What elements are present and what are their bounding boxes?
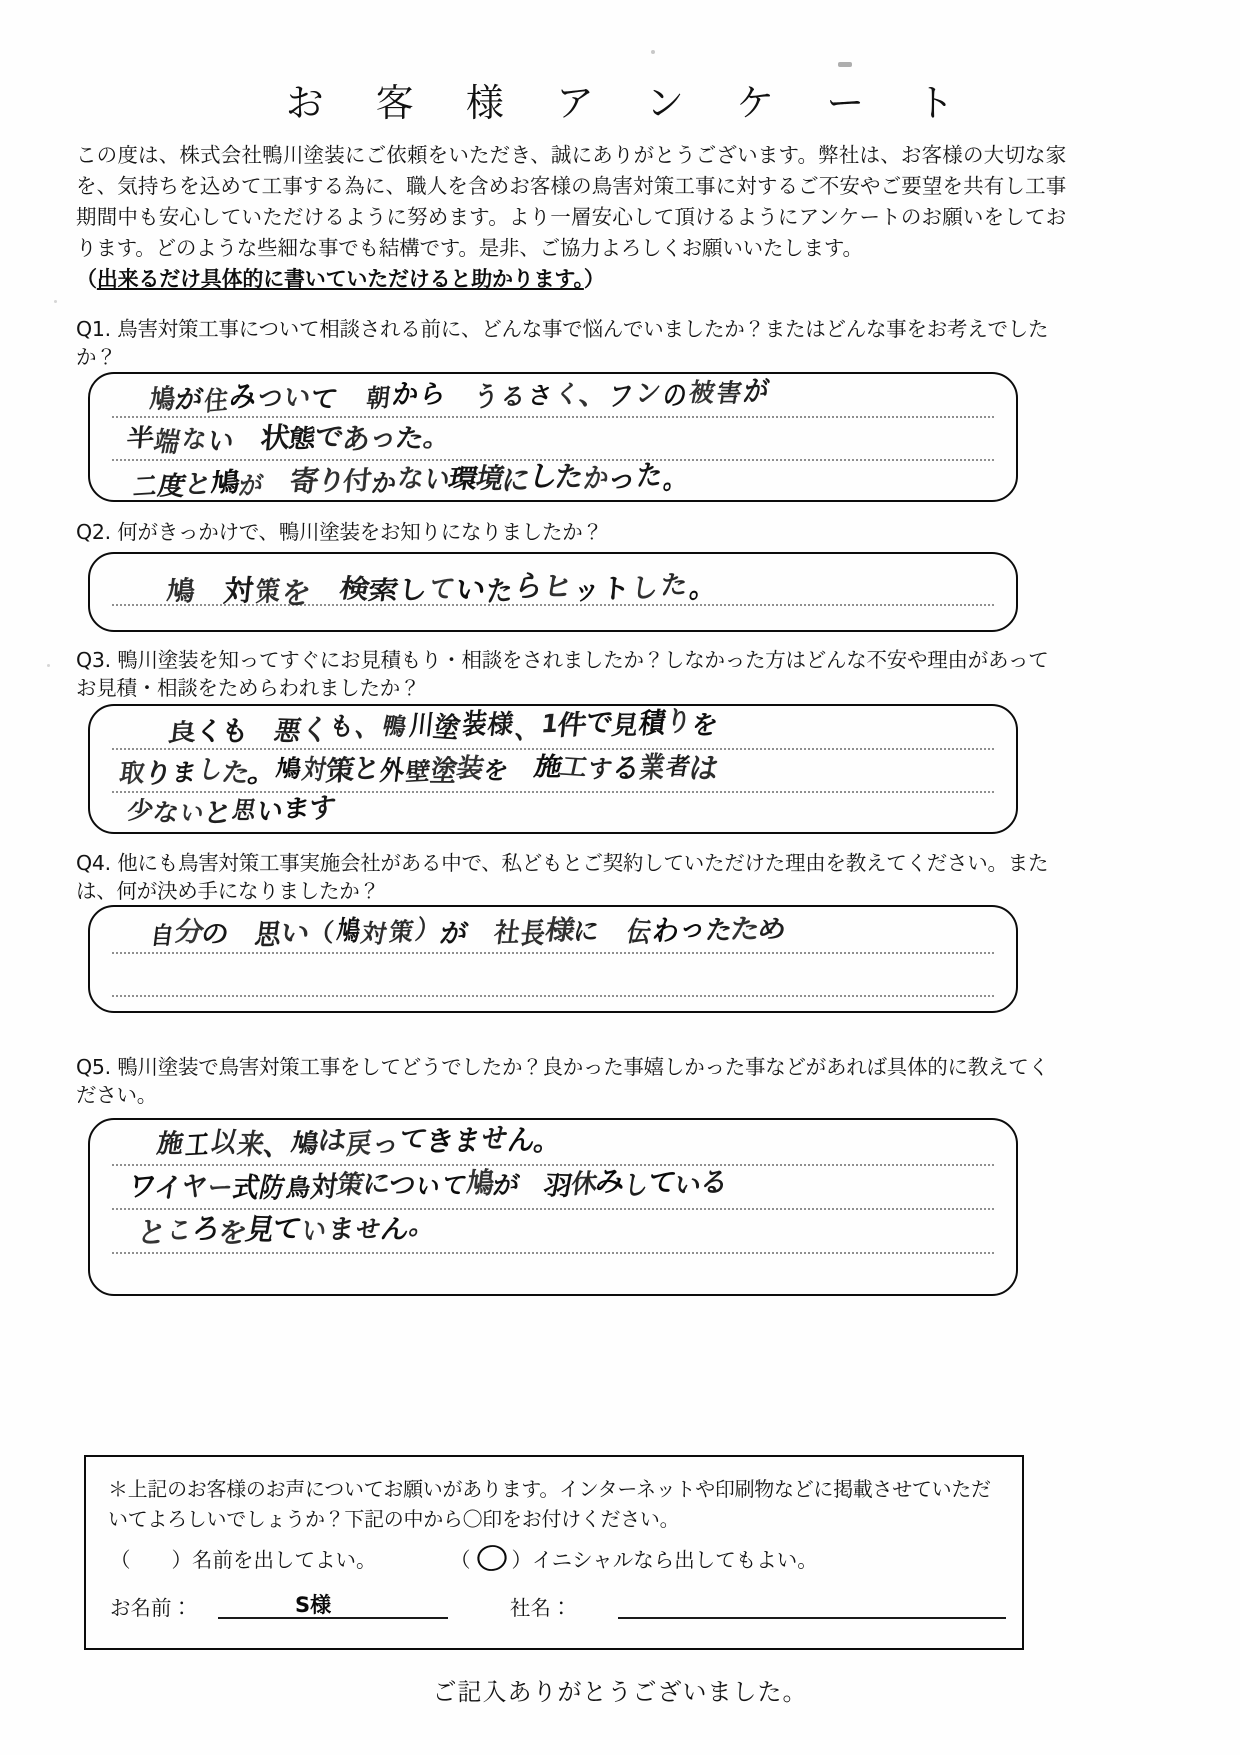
name-value[interactable]: S様 [295, 1593, 332, 1617]
intro-note-open: （ [76, 267, 97, 291]
question-text-q5: Q5. 鴨川塗装で鳥害対策工事をしてどうでしたか？良かった事嬉しかった事などがあれば具体的に教えてください。 [76, 1055, 1049, 1107]
name-label: お名前： [110, 1596, 192, 1620]
rule-line [112, 1252, 994, 1254]
question-text-q4: Q4. 他にも鳥害対策工事実施会社がある中で、私どもとご契約していただけた理由を教えてください。または、何が決め手になりましたか？ [76, 851, 1049, 903]
company-label: 社名： [510, 1596, 572, 1620]
page-title: お 客 様 ア ン ケ ー ト [285, 81, 975, 125]
handwriting-q1-line1: 鳩が住みついて 朝から うるさく、フンの被害が [148, 374, 774, 417]
question-text-q1: Q1. 鳥害対策工事について相談される前に、どんな事で悩んでいましたか？またはどんな事をお考えでしたか？ [76, 317, 1049, 369]
question-text-q2: Q2. 何がきっかけで、鴨川塗装をお知りになりましたか？ [76, 520, 603, 544]
intro-note-close: ） [583, 267, 605, 291]
consent-option-initial[interactable]: （ ）イニシャルなら出してもよい。 [450, 1548, 818, 1572]
rule-line [112, 995, 994, 997]
handwriting-q3-line3: 少ないと思います [125, 790, 339, 830]
scan-speckle [47, 664, 50, 667]
intro-paragraph: この度は、株式会社鴨川塗装にご依頼をいただき、誠にありがとうございます。弊社は、お客様の大切な家を、気持ちを込めて工事する為に、職人を含めお客様の鳥害対策工事に対するご不安やご要望を共有し工事期間中も安心していただけるように努めます。より一層安心して頂けるようにアンケートのお願いをしております。どのような些細な事でも結構です。是非、ご協力よろしくお願いいたします。 [76, 143, 1066, 260]
question-text-q3: Q3. 鴨川塗装を知ってすぐにお見積もり・相談をされましたか？しなかった方はどんな不安や理由があってお見積・相談をためらわれましたか？ [76, 648, 1049, 700]
handwriting-q1-line2: 半端ない 状態であった。 [125, 419, 456, 459]
rule-line [112, 416, 994, 418]
intro-note [76, 263, 605, 293]
handwriting-q1-line3: 二度と鳩が 寄り付かない環境にしたかった。 [131, 457, 690, 504]
handwriting-q3-line2: 取りました。鳩対策と外壁塗装を 施工する業者は [117, 750, 723, 790]
handwriting-q2-line1: 鳩 対策を 検索していたらヒットした。 [165, 568, 721, 612]
consent-text: ＊上記のお客様のお声についてお願いがあります。インターネットや印刷物などに掲載させていただいてよろしいでしょうか？下記の中から〇印をお付けください。 [108, 1477, 991, 1531]
consent-box [84, 1455, 1024, 1650]
scan-speckle [838, 62, 852, 67]
handwriting-q5-line1: 施工以来、鳩は戻ってきません。 [155, 1121, 567, 1162]
name-field-line[interactable] [218, 1617, 448, 1619]
handwriting-q4-line1: 自分の 思い（鳩対策）が 社長様に 伝わったため [148, 910, 791, 951]
consent-option-name[interactable]: （ ）名前を出してよい。 [110, 1548, 377, 1572]
scan-speckle [651, 50, 655, 54]
handwriting-q5-line3: ところを見ていません。 [134, 1209, 441, 1250]
handwriting-q3-line1: 良くも 悪くも、鴨川塗装様、1件で見積りを [165, 703, 722, 748]
company-field-line[interactable] [618, 1617, 1006, 1619]
intro-note-underlined: 出来るだけ具体的に書いていただけると助かります。 [96, 267, 584, 291]
scan-speckle [54, 300, 57, 303]
closing-text: ご記入ありがとうございました。 [432, 1678, 808, 1706]
consent-options [110, 1543, 1008, 1573]
handwriting-q5-line2: ワイヤー式防鳥対策について鳩が 羽休みしている [126, 1164, 733, 1205]
rule-line [112, 952, 994, 954]
